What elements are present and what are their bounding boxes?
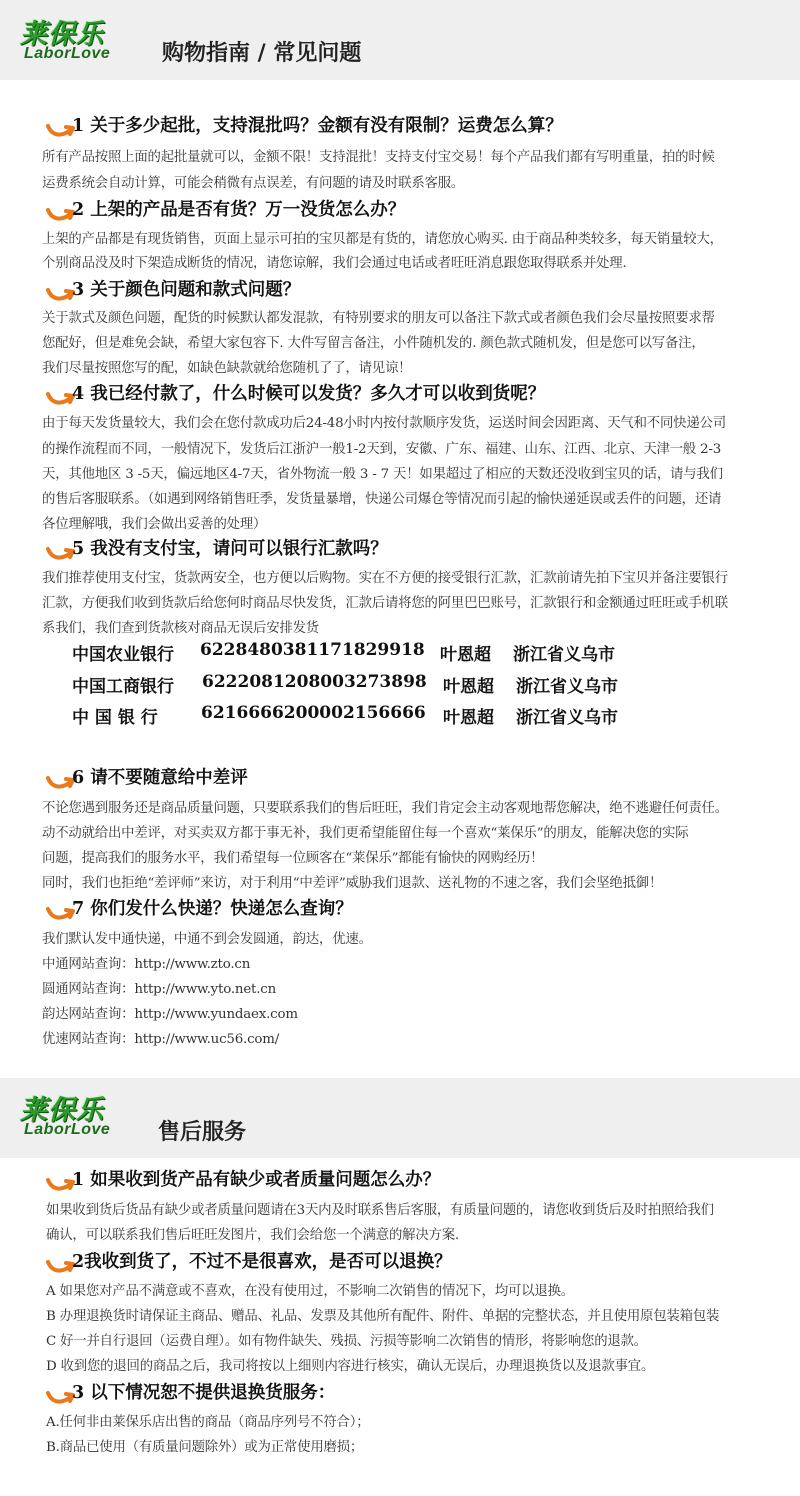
faq-answer-line: 由于每天发货量较大，我们会在您付款成功后24-48小时内按付款顺序发货，运送时间会因距离、天气和不同快递公司 — [42, 416, 726, 431]
page-title: 购物指南 / 常见问题 — [162, 41, 362, 66]
service-answer-line: 确认，可以联系我们售后旺旺发图片，我们会给您一个满意的解决方案. — [46, 1228, 459, 1243]
faq-answer-line: 汇款，方便我们收到货款后给您何时商品尽快发货，汇款后请将您的阿里巴巴账号，汇款银行和金额通过旺旺或手机联 — [42, 596, 728, 611]
faq-answer-line: 同时，我们也拒绝“差评师”来访，对于利用“中差评”威胁我们退款、送礼物的不速之客，我们会坚绝抵御！ — [42, 876, 663, 891]
service-answer-line: A.任何非由莱保乐店出售的商品（商品序列号不符合）； — [46, 1415, 370, 1430]
service-answer-line: B 办理退换货时请保证主商品、赠品、礼品、发票及其他所有配件、附件、单据的完整状态，并且使用原包装箱包装 — [46, 1309, 720, 1324]
bank-account: 6216666200002156666 — [201, 703, 426, 723]
bank-location: 浙江省义乌市 — [513, 645, 615, 665]
faq-question: 6 请不要随意给中差评 — [72, 768, 248, 788]
service-answer-line: B.商品已使用（有质量问题除外）或为正常使用磨损； — [46, 1440, 364, 1455]
service-answer-line: A 如果您对产品不满意或不喜欢，在没有使用过，不影响二次销售的情况下，均可以退换。 — [46, 1284, 574, 1299]
faq-answer-line: 我们尽量按照您写的配，如缺色缺款就给您随机了了，请见谅！ — [42, 361, 412, 376]
section-title: 售后服务 — [158, 1120, 247, 1145]
faq-answer-line: 各位理解哦，我们会做出妥善的处理） — [42, 517, 267, 532]
faq-question: 7 你们发什么快递？快递怎么查询？ — [72, 899, 353, 919]
bank-location: 浙江省义乌市 — [516, 708, 618, 728]
service-answer-line: C 好一并自行退回（运费自理）。如有物件缺失、残损、污损等影响二次销售的情形，将影响您的退款。 — [46, 1334, 647, 1349]
logo-english: LaborLove — [24, 1121, 111, 1138]
service-answer-line: 如果收到货后货品有缺少或者质量问题请在3天内及时联系售后客服，有质量问题的，请您收到货后及时拍照给我们 — [46, 1203, 714, 1218]
faq-answer-line: 动不动就给出中差评，对买卖双方都于事无补，我们更希望能留住每一个喜欢“莱保乐”的朋友，能解决您的实际 — [42, 826, 689, 841]
account-holder: 叶恩超 — [443, 677, 494, 697]
brand-logo — [20, 1088, 130, 1148]
logo-english: LaborLove — [24, 45, 111, 62]
account-holder: 叶恩超 — [443, 708, 494, 728]
service-question: 1 如果收到货产品有缺少或者质量问题怎么办？ — [72, 1170, 441, 1190]
service-question: 2我收到货了，不过不是很喜欢，是否可以退换？ — [72, 1252, 452, 1272]
bank-name: 中国工商银行 — [72, 677, 174, 697]
faq-answer-line: 上架的产品都是有现货销售，页面上显示可拍的宝贝都是有货的，请您放心购买. 由于商品种类较多，每天销量较大， — [42, 232, 723, 247]
faq-question: 2 上架的产品是否有货？万一没货怎么办？ — [72, 200, 406, 220]
faq-answer-line: 的操作流程而不同，一般情况下，发货后江浙沪一般1-2天到，安徽、广东、福建、山东、江西、北京、天津一般 2-3 — [42, 442, 722, 457]
faq-answer-line: 所有产品按照上面的起批量就可以，金额不限！支持混批！支持支付宝交易！每个产品我们都有写明重量，拍的时候 — [42, 150, 715, 165]
faq-question: 4 我已经付款了，什么时候可以发货？多久才可以收到货呢？ — [72, 384, 546, 404]
courier-link-zto: 中通网站查询：http://www.zto.cn — [42, 957, 251, 972]
bank-name: 中国农业银行 — [72, 645, 174, 665]
logo-chinese: 莱保乐 — [20, 19, 104, 50]
bank-name: 中 国 银 行 — [72, 708, 158, 728]
header-band-guide — [0, 0, 800, 80]
faq-answer-line: 您配好，但是难免会缺，希望大家包容下. 大件写留言备注，小件随机发的. 颜色款式随机发，但是您可以写备注， — [42, 336, 705, 351]
courier-link-uc56: 优速网站查询：http://www.uc56.com/ — [42, 1032, 280, 1047]
faq-answer-line: 不论您遇到服务还是商品质量问题，只要联系我们的售后旺旺，我们肯定会主动客观地帮您解决，绝不逃避任何责任。 — [42, 801, 728, 816]
header-band-aftersales — [0, 1078, 800, 1158]
faq-answer-line: 系我们，我们查到货款核对商品无误后安排发货 — [42, 621, 320, 636]
courier-link-yunda: 韵达网站查询：http://www.yundaex.com — [42, 1007, 298, 1022]
faq-question: 3 关于颜色问题和款式问题？ — [72, 280, 301, 300]
faq-answer-line: 关于款式及颜色问题，配货的时候默认都发混款，有特别要求的朋友可以备注下款式或者颜色我们会尽量按照要求帮 — [42, 311, 715, 326]
bank-account: 6228480381171829918 — [200, 640, 425, 660]
faq-answer-line: 我们推荐使用支付宝，货款两安全，也方便以后购物。实在不方便的接受银行汇款，汇款前请先拍下宝贝并备注要银行 — [42, 571, 728, 586]
faq-answer-line: 个别商品没及时下架造成断货的情况，请您谅解，我们会通过电话或者旺旺消息跟您取得联系并处理. — [42, 256, 627, 271]
faq-answer-line: 我们默认发中通快递，中通不到会发圆通，韵达，优速。 — [42, 932, 372, 947]
service-question: 3 以下情况恕不提供退换货服务： — [72, 1383, 336, 1403]
bank-location: 浙江省义乌市 — [516, 677, 618, 697]
logo-chinese: 莱保乐 — [20, 1095, 104, 1126]
faq-question: 5 我没有支付宝，请问可以银行汇款吗？ — [72, 539, 388, 559]
account-holder: 叶恩超 — [440, 645, 491, 665]
brand-logo — [20, 12, 130, 72]
courier-link-yto: 圆通网站查询：http://www.yto.net.cn — [42, 982, 277, 997]
faq-question: 1 关于多少起批，支持混批吗？金额有没有限制？运费怎么算？ — [72, 116, 563, 136]
service-answer-line: D 收到您的退回的商品之后，我司将按以上细则内容进行核实，确认无误后，办理退换货以及退款事宜。 — [46, 1359, 655, 1374]
bank-account: 6222081208003273898 — [202, 672, 427, 692]
faq-answer-line: 问题，提高我们的服务水平，我们希望每一位顾客在“莱保乐”都能有愉快的网购经历！ — [42, 851, 544, 866]
faq-answer-line: 运费系统会自动计算，可能会稍微有点误差，有问题的请及时联系客服。 — [42, 176, 465, 191]
faq-answer-line: 的售后客服联系。（如遇到网络销售旺季，发货量暴增，快递公司爆仓等情况而引起的愉快递延误或丢件的问题，还请 — [42, 492, 722, 507]
faq-answer-line: 天，其他地区 3 -5天，偏远地区4-7天，省外物流一般 3 - 7 天！如果超过了相应的天数还没收到宝贝的话，请与我们 — [42, 467, 723, 482]
